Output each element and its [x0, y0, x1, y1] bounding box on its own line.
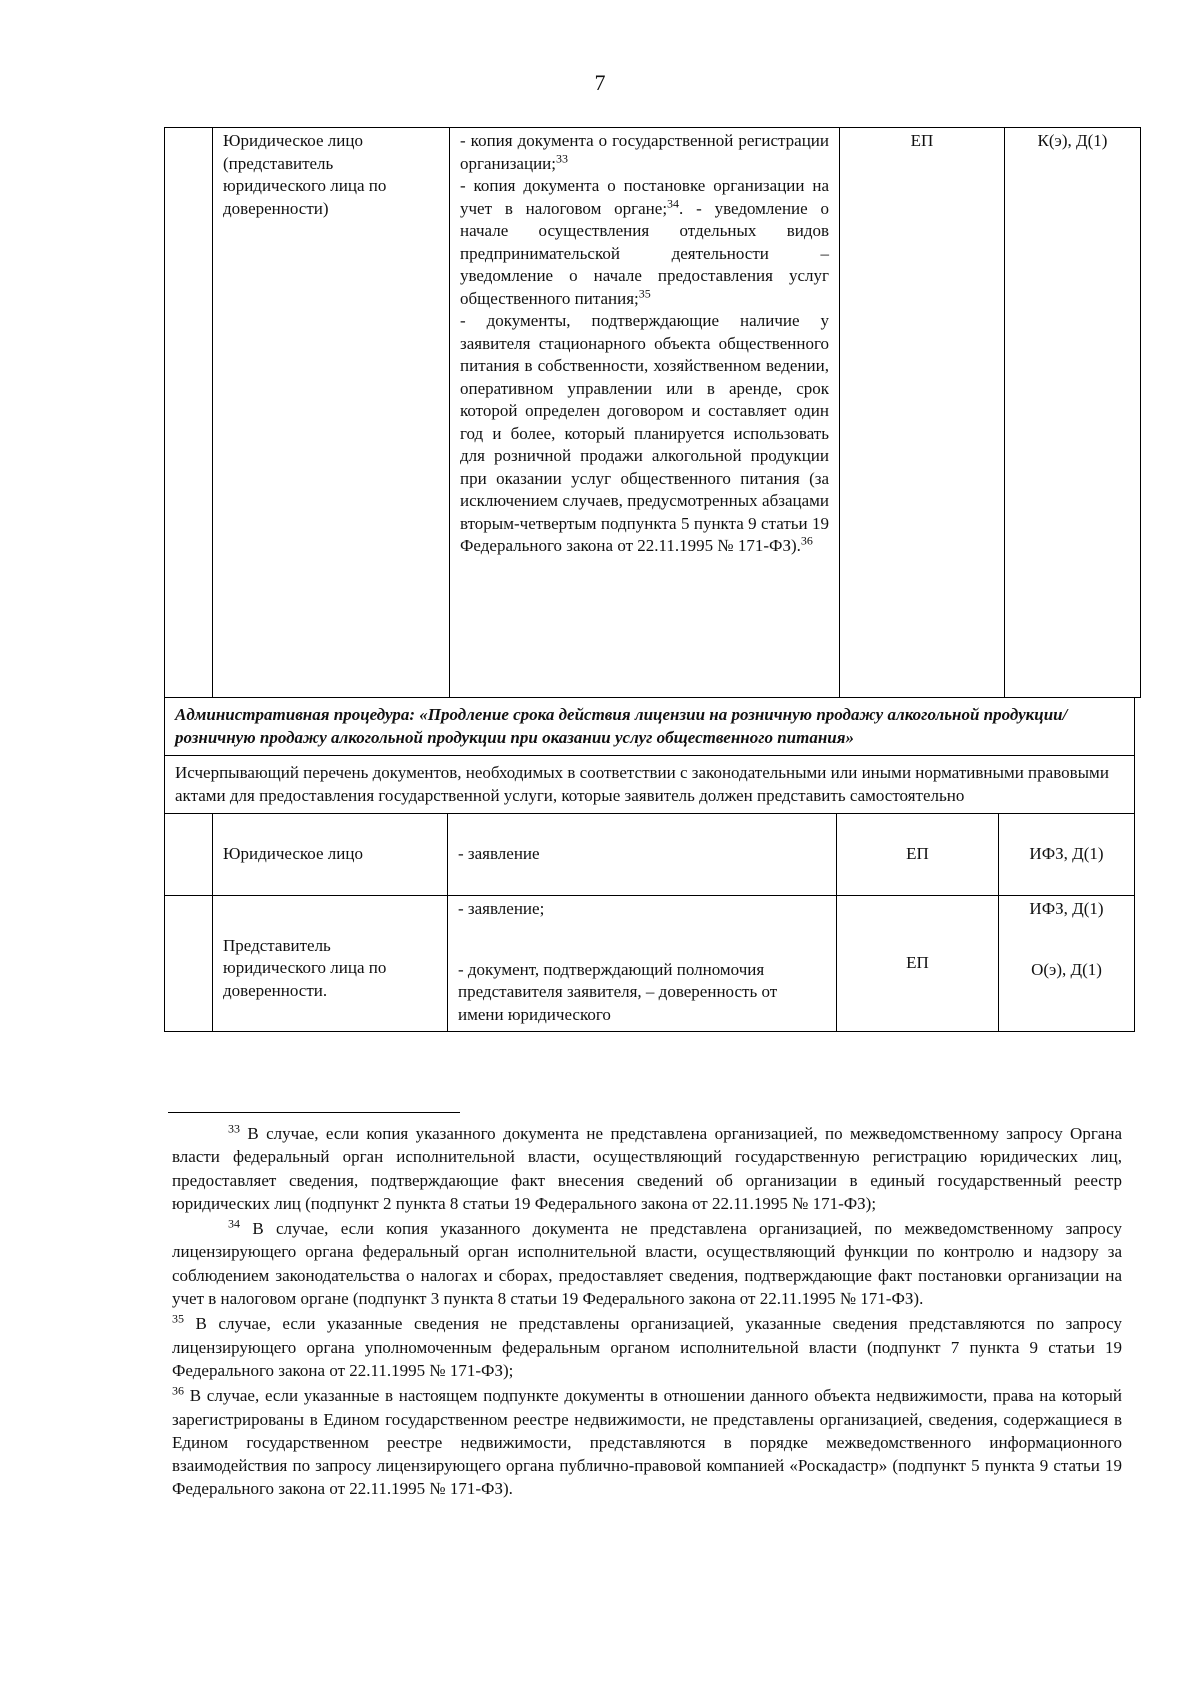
signature-cell — [840, 128, 1005, 698]
form-cell — [999, 814, 1135, 896]
form-text: ИФЗ, Д(1) — [1029, 844, 1104, 864]
page-number: 7 — [594, 70, 606, 95]
footnote — [172, 1312, 1122, 1382]
applicant-text: Представитель юридического лица по доверенности. — [223, 935, 387, 1000]
applicant-text: Юридическое лицо (представитель юридического лица по доверенности) — [223, 131, 387, 218]
footnote-text: В случае, если копия указанного документа не представлена организацией, по межведомственному запросу Органа власти федеральный орган исполнительной власти, осуществляющий государственную регистрацию юридических лиц, предоставляет сведения, подтверждающие факт внесения сведений об организации в единый государственный реестр юридических лиц (подпункт 2 пункта 8 статьи 19 Федерального закона от 22.11.1995 № 171-ФЗ); — [172, 1124, 1122, 1213]
footnote-number: 35 — [172, 1311, 184, 1326]
signature-cell — [837, 814, 999, 896]
table-row — [165, 128, 1141, 698]
footnote-number: 34 — [228, 1216, 240, 1231]
footnote — [172, 1122, 1122, 1215]
number-cell — [165, 896, 213, 1032]
signature-text: ЕП — [906, 953, 929, 973]
document-item: . - уведомление о начале осуществления отдельных видов предпринимательской деятельности – уведомление о начале предоставления услуг общественного питания; — [460, 198, 829, 308]
number-cell — [165, 128, 213, 698]
document-cell — [448, 896, 837, 1032]
document-item: - копия документа о постановке организации на учет в налоговом органе; — [460, 176, 829, 218]
footnote-number: 36 — [172, 1383, 184, 1398]
list-header: Исчерпывающий перечень документов, необходимых в соответствии с законодательными или иными нормативными правовыми актами для предоставления государственной услуги, которые заявитель должен представить самостоятельно — [175, 763, 1109, 805]
documents-list — [450, 128, 839, 560]
footnote — [172, 1384, 1122, 1500]
footnote-text: В случае, если указанные сведения не представлены организацией, указанные сведения представляются по запросу лицензирующего органа уполномоченным федеральным органом исполнительной власти (подпункт 7 пункта 9 статьи 19 Федерального закона от 22.11.1995 № 171-ФЗ); — [172, 1314, 1123, 1380]
number-cell — [165, 814, 213, 896]
footnote-ref: 36 — [800, 533, 813, 548]
form-text: О(э), Д(1) — [1031, 959, 1102, 979]
document-item: - копия документа о государственной регистрации организации; — [460, 131, 829, 173]
form-text: ИФЗ, Д(1) — [1029, 899, 1104, 918]
applicant-cell — [213, 814, 448, 896]
procedure-title: Административная процедура: «Продление срока действия лицензии на розничную продажу алкогольной продукции/розничную продажу алкогольной продукции при оказании услуг общественного питания» — [175, 705, 1068, 747]
document-text: - заявление; — [458, 899, 545, 918]
footnote-text: В случае, если копия указанного документа не представлена организацией, по межведомственному запросу лицензирующего органа федеральный орган исполнительной власти, осуществляющий функции по контролю и надзору за соблюдением законодательства о налогах и сборах, предоставляет сведения, подтверждающие факт постановки организации на учет в налоговом органе (подпункт 3 пункта 8 статьи 19 Федерального закона от 22.11.1995 № 171-ФЗ). — [172, 1219, 1122, 1309]
table-row — [165, 896, 1135, 1032]
form-text: К(э), Д(1) — [1037, 131, 1108, 150]
signature-text: ЕП — [906, 844, 929, 864]
form-cell — [999, 896, 1135, 1032]
document-cell — [448, 814, 837, 896]
footnote-number: 33 — [228, 1121, 240, 1136]
document-text: - документ, подтверждающий полномочия представителя заявителя, – доверенность от имени юридического — [458, 959, 778, 1024]
footnote-ref: 35 — [638, 285, 651, 300]
applicant-text: Юридическое лицо — [223, 844, 363, 864]
list-header-row — [165, 756, 1135, 814]
footnote — [172, 1217, 1122, 1310]
applicant-cell — [213, 896, 448, 1032]
applicant-cell — [213, 128, 450, 698]
document-text: - заявление — [458, 844, 540, 864]
documents-table-continued — [164, 127, 1141, 698]
footnote-text: В случае, если указанные в настоящем подпункте документы в отношении данного объекта недвижимости, права на который зарегистрированы в Едином государственном реестре недвижимости, не представлены организацией, сведения, содержащиеся в Едином государственном реестре недвижимости, представляются в порядке межведомственного информационного взаимодействия по запросу лицензирующего органа публично-правовой компанией «Роскадастр» (подпункт 5 пункта 9 статьи 19 Федерального закона от 22.11.1995 № 171-ФЗ). — [172, 1386, 1123, 1499]
procedure-title-row — [165, 698, 1135, 756]
signature-cell — [837, 896, 999, 1032]
signature-text: ЕП — [910, 131, 934, 150]
procedure-table — [164, 697, 1135, 1032]
form-cell — [1005, 128, 1141, 698]
footnote-separator — [168, 1112, 460, 1113]
procedure-title-cell — [165, 698, 1135, 756]
footnote-ref: 33 — [556, 150, 568, 165]
footnotes — [172, 1122, 1122, 1503]
table-row — [165, 814, 1135, 896]
document-item: - документы, подтверждающие наличие у заявителя стационарного объекта общественного питания в собственности, хозяйственном ведении, оперативном управлении или в аренде, срок которой определен договором и составляет один год и более, который планируется использовать для розничной продажи алкогольной продукции при оказании услуг общественного питания (за исключением случаев, предусмотренных абзацами вторым-четвертым подпункта 5 пункта 9 статьи 19 Федерального закона от 22.11.1995 № 171-ФЗ). — [460, 311, 829, 555]
footnote-ref: 34 — [667, 195, 680, 210]
documents-cell — [450, 128, 840, 698]
list-header-cell — [165, 756, 1135, 814]
